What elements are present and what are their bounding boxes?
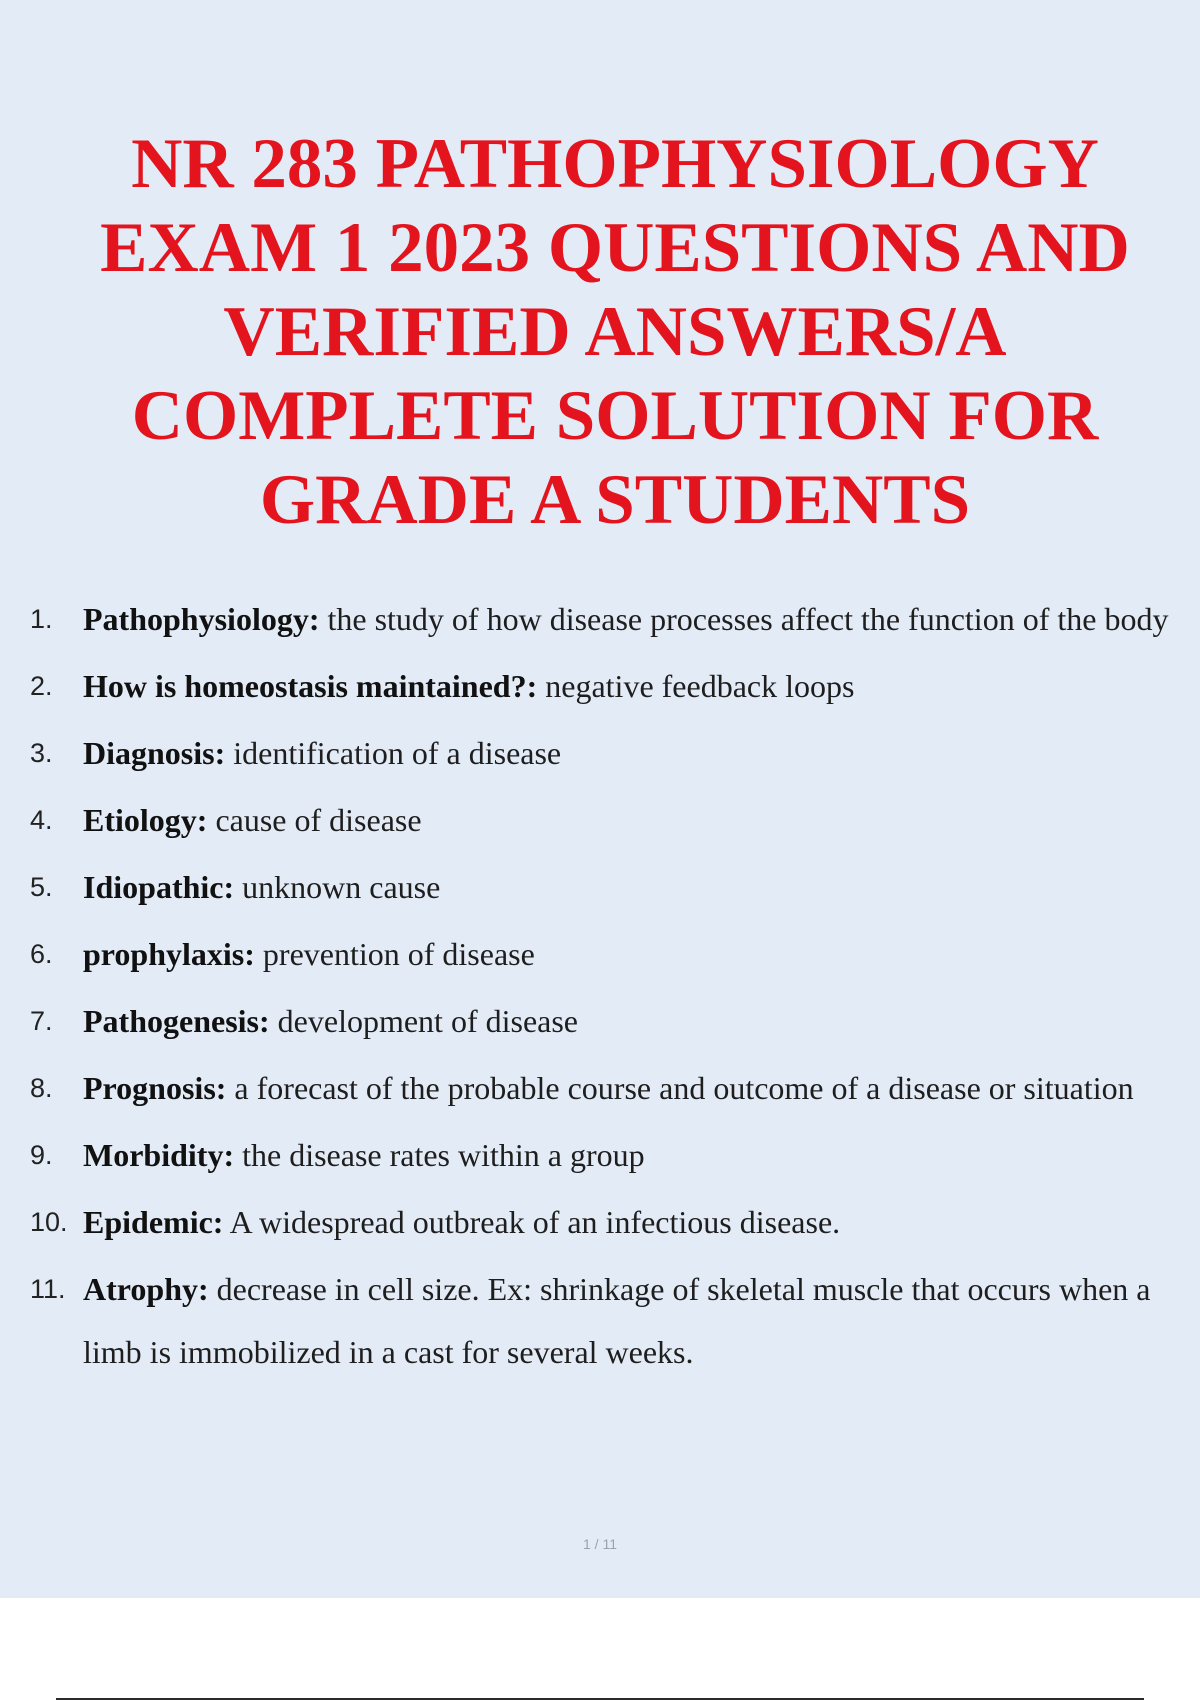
- list-item: [0, 789, 1200, 852]
- item-text: [83, 1124, 1183, 1187]
- item-number: 3.: [30, 738, 53, 768]
- list-item: [0, 655, 1200, 718]
- item-number: 5.: [30, 872, 53, 902]
- item-number: 10.: [30, 1207, 68, 1237]
- item-text: [83, 856, 1183, 919]
- title-line: EXAM 1 2023 QUESTIONS AND: [100, 209, 1130, 287]
- item-term: Morbidity:: [83, 1137, 235, 1173]
- item-definition: cause of disease: [207, 802, 422, 838]
- item-term: Etiology:: [83, 802, 208, 838]
- list-item: [0, 1191, 1200, 1254]
- title-line: VERIFIED ANSWERS/A: [223, 293, 1007, 371]
- item-number: 11.: [30, 1274, 66, 1304]
- item-term: Idiopathic:: [83, 869, 235, 905]
- item-number: 8.: [30, 1073, 53, 1103]
- list-item: [0, 990, 1200, 1053]
- item-term: Epidemic:: [83, 1204, 224, 1240]
- list-item: [0, 923, 1200, 986]
- title-line: NR 283 PATHOPHYSIOLOGY: [131, 125, 1099, 203]
- list-item: [0, 1258, 1200, 1384]
- item-term: Pathophysiology:: [83, 601, 320, 637]
- list-item: [0, 588, 1200, 651]
- list-item: [0, 1057, 1200, 1120]
- item-text: [83, 722, 1183, 785]
- item-definition: unknown cause: [234, 869, 441, 905]
- item-text: [83, 789, 1183, 852]
- item-term: Atrophy:: [83, 1271, 209, 1307]
- list-item: [0, 1124, 1200, 1187]
- item-number: 7.: [30, 1006, 53, 1036]
- item-text: [83, 990, 1183, 1053]
- item-definition: decrease in cell size. Ex: shrinkage of skeletal muscle that occurs when a limb is immobilized in a cast for several weeks.: [83, 1271, 1151, 1370]
- item-number: 2.: [30, 671, 53, 701]
- item-number: 6.: [30, 939, 53, 969]
- item-number: 4.: [30, 805, 53, 835]
- document-title: [60, 122, 1170, 542]
- item-text: [83, 1057, 1183, 1120]
- item-text: [83, 1258, 1183, 1384]
- item-text: [83, 588, 1183, 651]
- item-definition: A widespread outbreak of an infectious disease.: [223, 1204, 841, 1240]
- title-line: GRADE A STUDENTS: [259, 461, 971, 539]
- item-definition: development of disease: [269, 1003, 578, 1039]
- item-term: How is homeostasis maintained?:: [83, 668, 538, 704]
- item-text: [83, 923, 1183, 986]
- item-term: Prognosis:: [83, 1070, 227, 1106]
- item-definition: the disease rates within a group: [234, 1137, 645, 1173]
- item-definition: identification of a disease: [225, 735, 562, 771]
- item-definition: the study of how disease processes affect the function of the body: [319, 601, 1169, 637]
- page-indicator: 1 / 11: [583, 1536, 617, 1552]
- item-term: Pathogenesis:: [83, 1003, 270, 1039]
- list-item: [0, 856, 1200, 919]
- list-item: [0, 722, 1200, 785]
- item-definition: prevention of disease: [254, 936, 535, 972]
- item-number: 9.: [30, 1140, 53, 1170]
- item-text: [83, 1191, 1183, 1254]
- question-answer-list: [0, 588, 1200, 1388]
- item-definition: negative feedback loops: [537, 668, 855, 704]
- item-definition: a forecast of the probable course and outcome of a disease or situation: [226, 1070, 1134, 1106]
- item-term: prophylaxis:: [83, 936, 255, 972]
- item-number: 1.: [30, 604, 53, 634]
- title-line: COMPLETE SOLUTION FOR: [131, 377, 1099, 455]
- item-term: Diagnosis:: [83, 735, 226, 771]
- item-text: [83, 655, 1183, 718]
